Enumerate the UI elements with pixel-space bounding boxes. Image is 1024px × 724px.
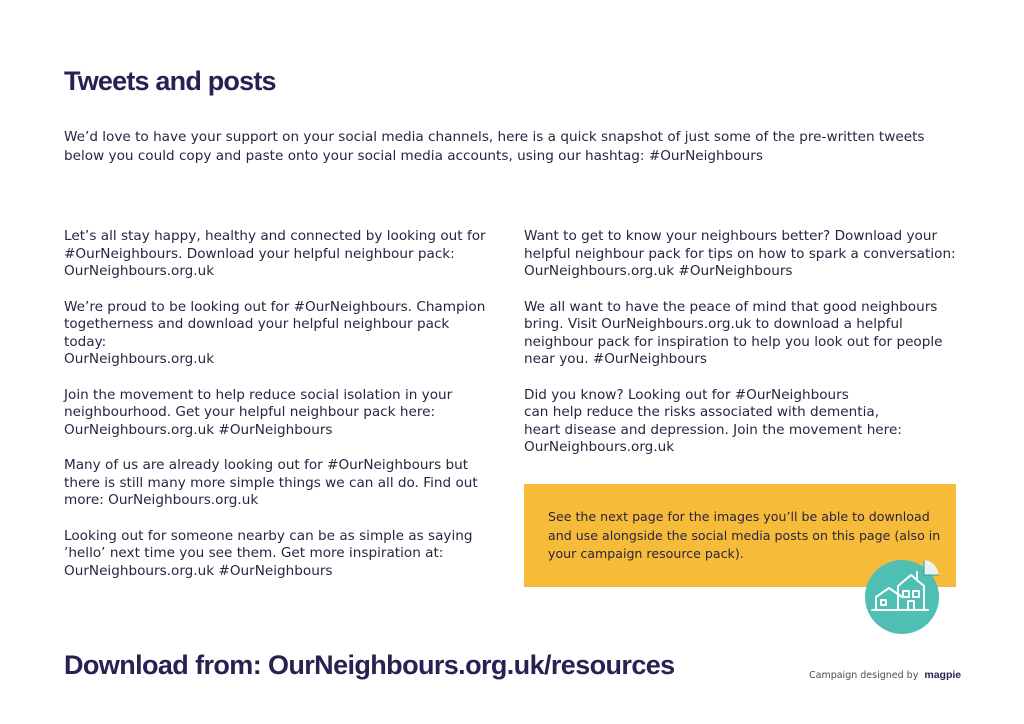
callout-text: See the next page for the images you’ll be able to download and use alongside the social media posts on this page (also in your campaign resource pack). (548, 509, 941, 561)
designer-credit (809, 669, 961, 681)
download-footer: Download from: OurNeighbours.org.uk/resources (64, 650, 675, 680)
tweet-text: Looking out for someone nearby can be as simple as saying ’hello’ next time you see them. Get more inspiration at: OurNeighbours.org.uk #OurNeighbours (64, 527, 473, 579)
tweet-text: Want to get to know your neighbours better? Download your helpful neighbour pack for tips on how to spark a conversation: OurNeighbours.org.uk #OurNeighbours (524, 228, 956, 279)
credit-label: Campaign designed by (809, 670, 919, 681)
tweet-text: We’re proud to be looking out for #OurNeighbours. Champion togetherness and download your helpful neighbour pack today: OurNeighbours.org.uk (64, 298, 486, 367)
tweet-text: Let’s all stay happy, healthy and connected by looking out for #OurNeighbours. Download your helpful neighbour pack: OurNeighbours.org.uk (64, 228, 486, 279)
tweets-right-column (524, 228, 964, 475)
tweet-text: Many of us are already looking out for #OurNeighbours but there is still many more simple things we can all do. Find out more: OurNeighbours.org.uk (64, 457, 478, 508)
magpie-logo: magpie (924, 669, 962, 681)
tweets-left-column (64, 228, 489, 598)
tweet-text: Join the movement to help reduce social isolation in your neighbourhood. Get your helpful neighbour pack here: OurNeighbours.org.uk #OurNeighbours (64, 386, 453, 438)
intro-paragraph: We’d love to have your support on your social media channels, here is a quick snapshot of just some of the pre-written tweets below you could copy and paste onto your social media accounts, using our hashtag: #OurNeighbours (64, 129, 925, 164)
house-icon (862, 555, 942, 635)
tweet-text: Did you know? Looking out for #OurNeighbours can help reduce the risks associated with dementia, heart disease and depression. Join the movement here: OurNeighbours.org.uk (524, 386, 902, 455)
page-title: Tweets and posts (64, 66, 276, 96)
tweet-text: We all want to have the peace of mind that good neighbours bring. Visit OurNeighbours.org.uk to download a helpful neighbour pack for inspiration to help you look out for people near you. #OurNeighbours (524, 298, 943, 367)
